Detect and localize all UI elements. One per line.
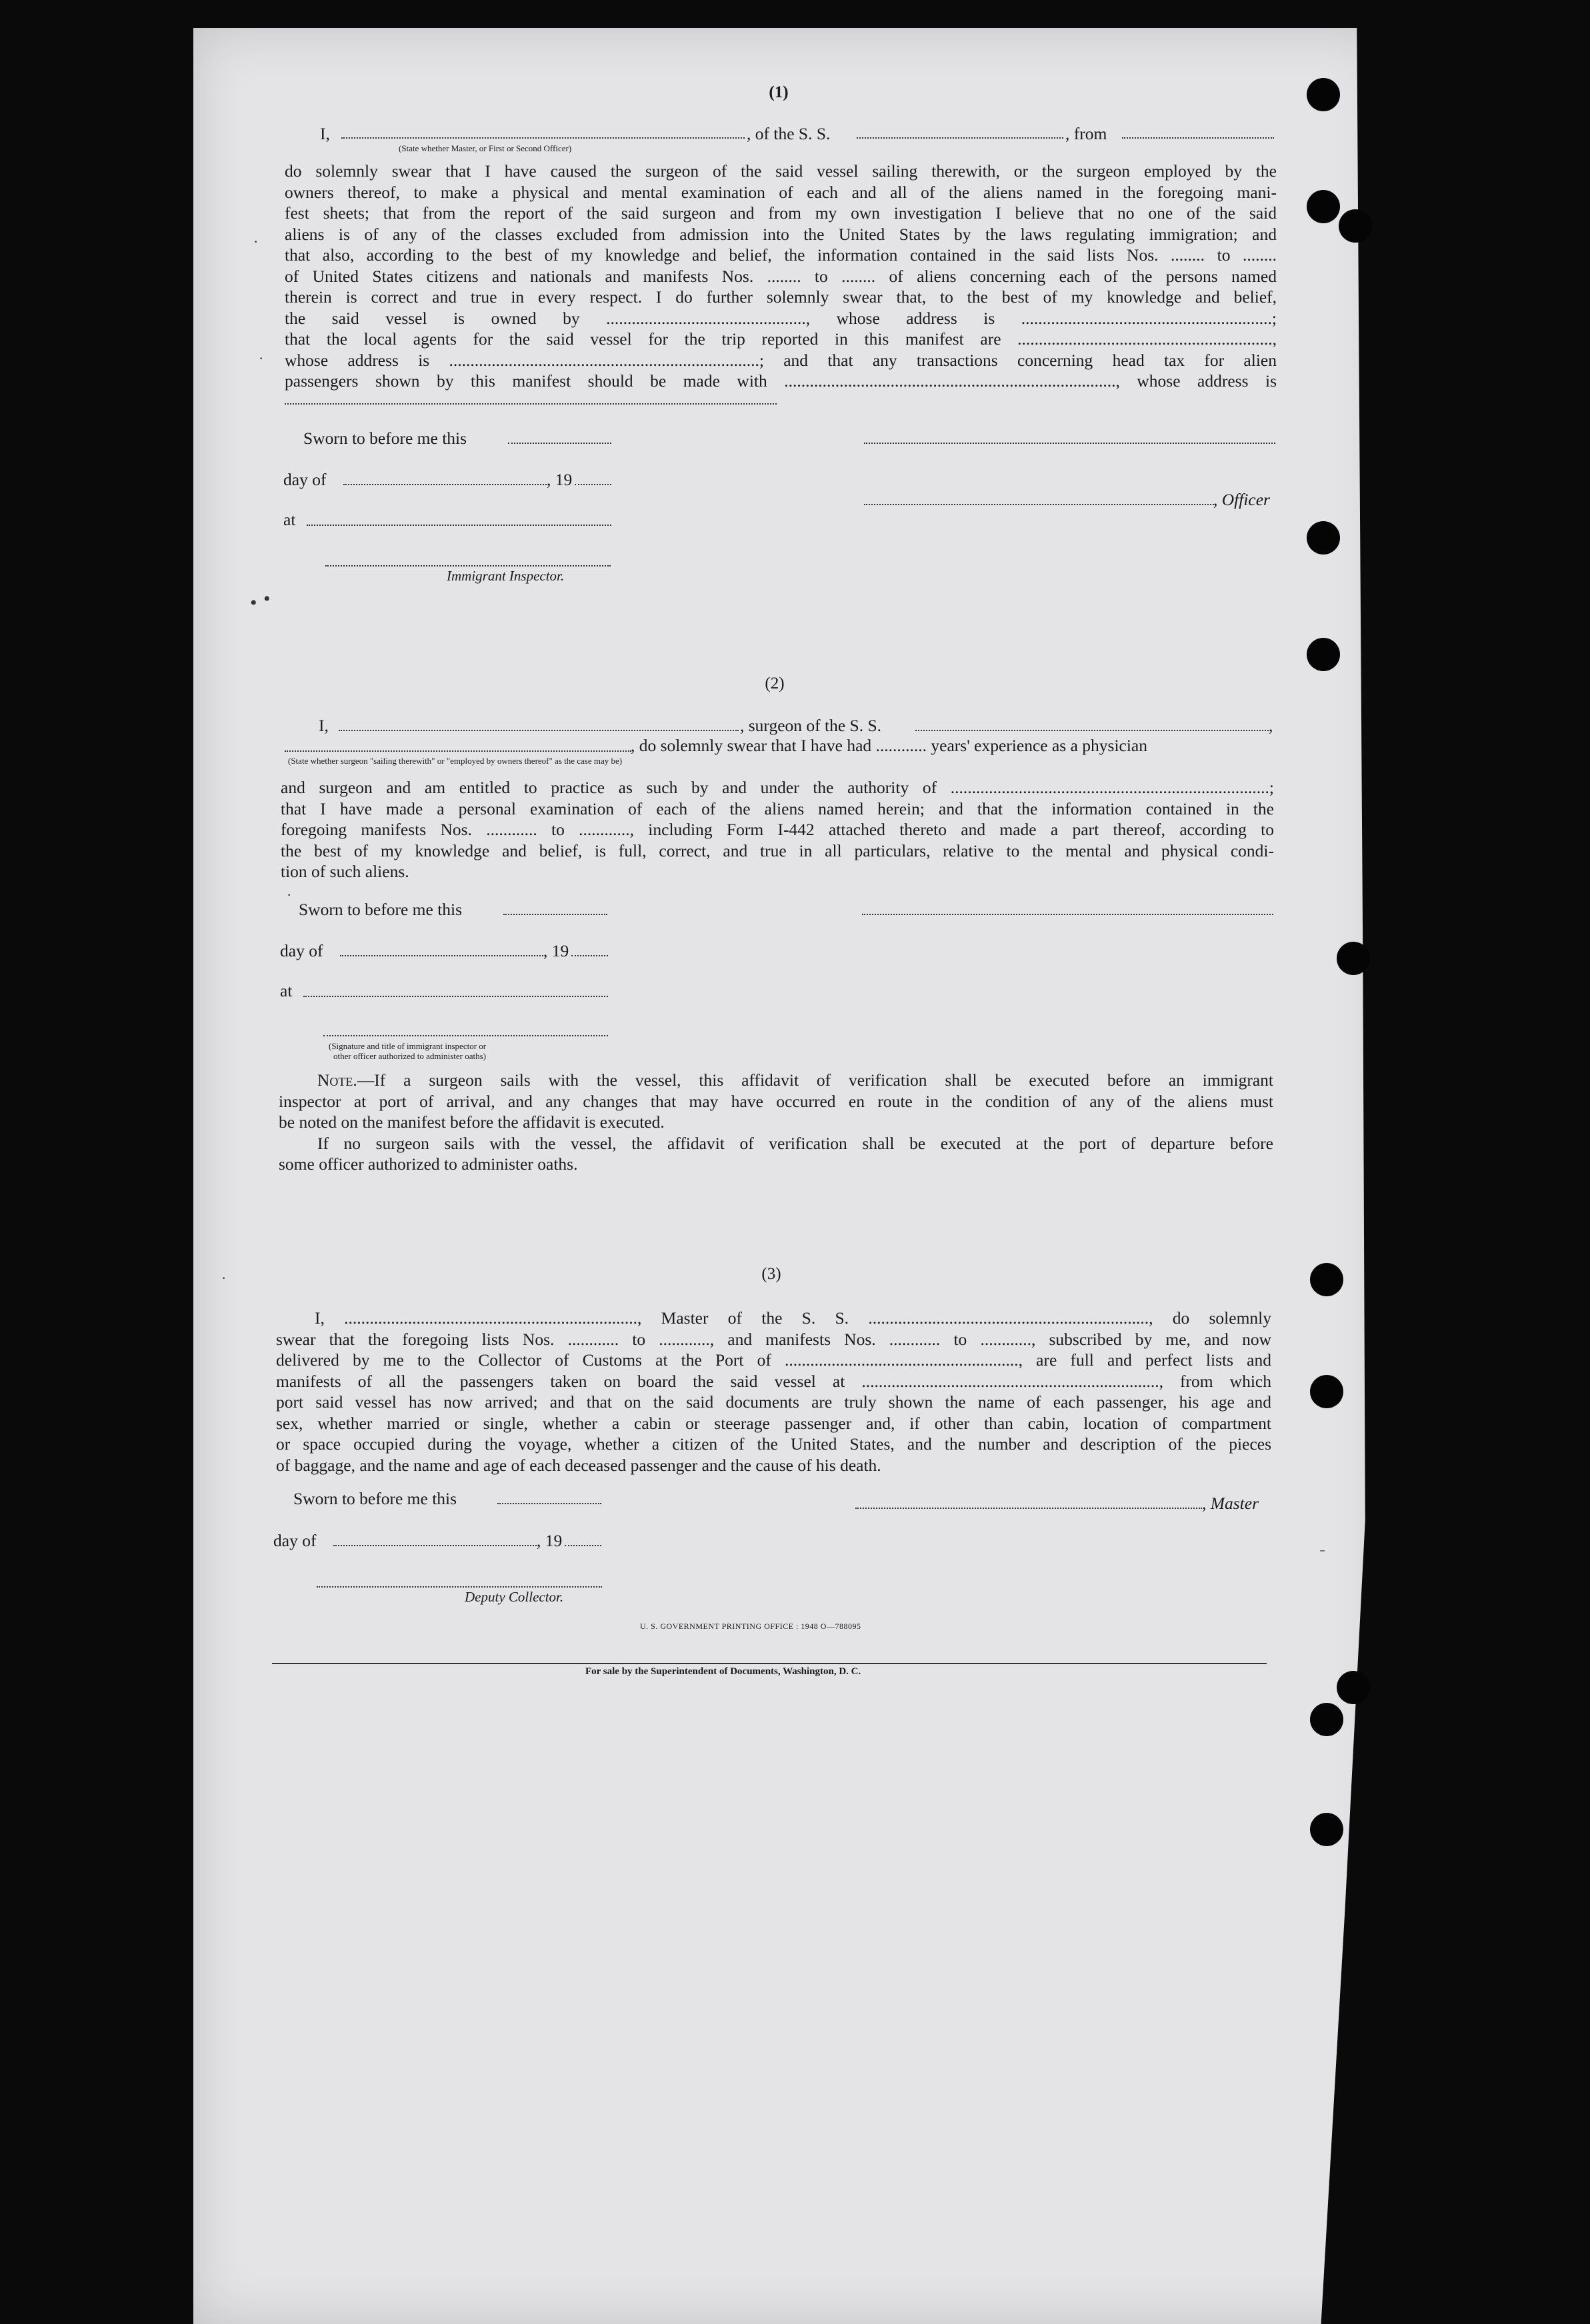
section-1-text-line: of United States citizens and nationals and manifests Nos. ........ to ........ of aliens concerning each of the persons named (285, 266, 1277, 286)
section-2-text-line: that I have made a personal examination of each of the aliens named herein; and that the information contained in the (281, 798, 1274, 818)
scan-speck: · (259, 350, 264, 367)
master-label: , Master (1202, 1494, 1259, 1513)
master-name-field[interactable] (341, 137, 745, 139)
year-field-3[interactable] (565, 1545, 601, 1546)
section-1-text-line: aliens is of any of the classes excluded from admission into the United States by the laws regulating immigration; and (285, 224, 1277, 244)
month-field-2[interactable] (340, 955, 543, 956)
section-2-body (281, 777, 1274, 882)
surgeon-name-field[interactable] (339, 730, 739, 731)
punch-hole (1307, 521, 1340, 555)
section-1-from: , from (1065, 124, 1107, 143)
section-2-text-line: tion of such aliens. (281, 862, 409, 881)
sworn-day-field-1[interactable] (508, 443, 611, 444)
scan-speck: · (253, 233, 259, 250)
section-3-number: (3) (761, 1265, 781, 1283)
section-1-text-line: that also, according to the best of my knowledge and belief, the information contained in the said lists Nos. ........ to ........ (285, 245, 1277, 265)
place-field-1[interactable] (307, 525, 611, 526)
section-2-surgeon-of-ss: , surgeon of the S. S. (740, 716, 882, 735)
deputy-collector-label: Deputy Collector. (465, 1589, 564, 1605)
section-2-line-2: , do solemnly swear that I have had ............ years' experience as a physician (631, 736, 1147, 755)
officer-label: , Officer (1213, 490, 1270, 509)
section-1-text-line: fest sheets; that from the report of the said surgeon and from my own investigation I believe that no one of the said (285, 203, 1277, 223)
place-field-2[interactable] (303, 996, 608, 997)
inspector-signature-line[interactable] (325, 565, 611, 567)
punch-hole (1337, 1671, 1370, 1704)
section-2-number: (2) (765, 674, 785, 692)
note-line: be noted on the manifest before the affidavit is executed. (279, 1112, 665, 1132)
month-field-1[interactable] (343, 484, 547, 485)
sworn-day-field-2[interactable] (503, 914, 607, 915)
scan-speck: · (221, 1270, 227, 1286)
port-from-field[interactable] (1122, 137, 1274, 139)
section-1-sworn: Sworn to before me this (303, 429, 467, 448)
note-line: some officer authorized to administer oaths. (279, 1154, 578, 1174)
note-line: inspector at port of arrival, and any changes that may have occurred en route in the condition of any of the aliens must (279, 1091, 1273, 1111)
section-3-text-line: sex, whether married or single, whether a cabin or steerage passenger and, if other than cabin, location of compartment (276, 1413, 1271, 1433)
scan-speck: • (263, 588, 271, 610)
section-1-year: , 19 (547, 470, 573, 489)
scan-speck: ˉ (1320, 1546, 1325, 1563)
section-1-number: (1) (769, 83, 789, 101)
section-3-text-line: manifests of all the passengers taken on board the said vessel at ......................................................................, from which (276, 1371, 1271, 1391)
punch-hole (1339, 209, 1372, 243)
section-3-text-line: I, ....................................................................., Master of the S. S. .................................................................., do solemnly (315, 1308, 1271, 1328)
surgeon-signature-line[interactable] (862, 914, 1273, 915)
section-3-text-line: swear that the foregoing lists Nos. ............ to ............, and manifests Nos. ............ to ............, subscribed by me, and now (276, 1329, 1271, 1349)
punch-hole (1310, 1263, 1343, 1296)
section-2-day-of: day of (280, 941, 323, 960)
section-2-comma: , (1269, 716, 1273, 735)
collector-signature-line[interactable] (317, 1586, 602, 1588)
section-1-text-line: the said vessel is owned by ..............................................., whose address is ...........................................................; (285, 308, 1277, 328)
sale-notice: For sale by the Superintendent of Documents, Washington, D. C. (585, 1666, 861, 1677)
section-3-text-line: of baggage, and the name and age of each deceased passenger and the cause of his death. (276, 1455, 881, 1475)
officer-note: (State whether Master, or First or Second Officer) (399, 143, 572, 153)
section-3-day-of: day of (273, 1531, 317, 1550)
year-field-2[interactable] (571, 955, 608, 956)
section-2-text-line: and surgeon and am entitled to practice as such by and under the authority of ...........................................................................; (281, 778, 1274, 797)
year-field-1[interactable] (575, 484, 611, 485)
section-2-at: at (280, 981, 293, 1000)
signature-note-2: other officer authorized to administer oaths) (333, 1051, 486, 1061)
section-1-of-ss: , of the S. S. (747, 124, 831, 143)
note-line: If no surgeon sails with the vessel, the affidavit of verification shall be executed at the port of departure before (317, 1133, 1273, 1153)
section-1-at: at (283, 510, 296, 529)
section-1-prefix: I, (320, 124, 330, 143)
punch-hole (1307, 638, 1340, 671)
inspector-signature-line-2[interactable] (323, 1035, 608, 1036)
master-signature-line[interactable] (855, 1508, 1202, 1509)
section-1-text-line: owners thereof, to make a physical and mental examination of each and all of the aliens named in the foregoing mani- (285, 182, 1277, 202)
signature-note-1: (Signature and title of immigrant inspector or (329, 1041, 487, 1051)
surgeon-note: (State whether surgeon "sailing therewith" or "employed by owners thereof" as the case may be) (288, 756, 623, 766)
month-field-3[interactable] (333, 1545, 537, 1546)
vessel-name-field-1[interactable] (857, 137, 1063, 139)
note-text: —If a surgeon sails with the vessel, this affidavit of verification shall be executed before an immigrant (357, 1070, 1273, 1090)
section-3-text-line: port said vessel has now arrived; and that on the said documents are truly shown the name of each passenger, his age and (276, 1392, 1271, 1412)
vessel-name-field-2[interactable] (915, 730, 1269, 731)
scan-speck: · (287, 886, 292, 903)
sworn-day-field-3[interactable] (497, 1503, 601, 1504)
section-3-text-line: delivered by me to the Collector of Customs at the Port of ......................................................., are full and perfect lists and (276, 1350, 1271, 1370)
note-label: Note. (317, 1070, 357, 1090)
section-3-year: , 19 (537, 1531, 563, 1550)
section-3-body (276, 1308, 1271, 1476)
punch-hole (1310, 1703, 1343, 1736)
immigrant-inspector-label: Immigrant Inspector. (447, 568, 565, 584)
section-2-year: , 19 (543, 941, 569, 960)
section-1-text-line: whose address is .........................................................................; and that any transactions concerning head tax for alien (285, 350, 1277, 370)
section-2-text-line: foregoing manifests Nos. ............ to ............, including Form I-442 attached thereto and made a part thereof, according to (281, 820, 1274, 839)
punch-hole (1307, 78, 1340, 111)
officer-title-line[interactable] (864, 504, 1214, 505)
agent-address-field[interactable] (285, 403, 777, 405)
note-paragraph (279, 1070, 1273, 1175)
section-1-text-line: do solemnly swear that I have caused the surgeon of the said vessel sailing therewith, or the surgeon employed by the (285, 161, 1277, 181)
section-1-text-line: passengers shown by this manifest should be made with .............................................................................., whose address is (285, 371, 1277, 391)
scan-speck: • (250, 592, 257, 614)
printing-office-imprint: U. S. GOVERNMENT PRINTING OFFICE : 1948 O—788095 (640, 1622, 861, 1631)
section-1-text-line: therein is correct and true in every respect. I do further solemnly swear that, to the best of my knowledge and belief, (285, 287, 1277, 307)
footer-rule (272, 1663, 1267, 1664)
section-2-prefix: I, (319, 716, 329, 735)
punch-hole (1310, 1813, 1343, 1846)
section-2-text-line: the best of my knowledge and belief, is full, correct, and true in all particulars, relative to the mental and physical condi- (281, 840, 1274, 860)
punch-hole (1337, 942, 1370, 975)
section-1-day-of: day of (283, 470, 327, 489)
section-2-sworn: Sworn to before me this (299, 900, 463, 919)
section-1-text-line: that the local agents for the said vessel for the trip reported in this manifest are ............................................................, (285, 329, 1277, 349)
note-line (279, 1070, 1273, 1091)
punch-hole (1310, 1375, 1343, 1408)
officer-signature-line[interactable] (864, 443, 1275, 444)
section-1-body (285, 161, 1277, 392)
section-3-sworn: Sworn to before me this (293, 1489, 457, 1508)
section-3-text-line: or space occupied during the voyage, whether a citizen of the United States, and the number and description of the pieces (276, 1434, 1271, 1454)
surgeon-type-field[interactable] (285, 750, 631, 752)
punch-hole (1307, 190, 1340, 223)
